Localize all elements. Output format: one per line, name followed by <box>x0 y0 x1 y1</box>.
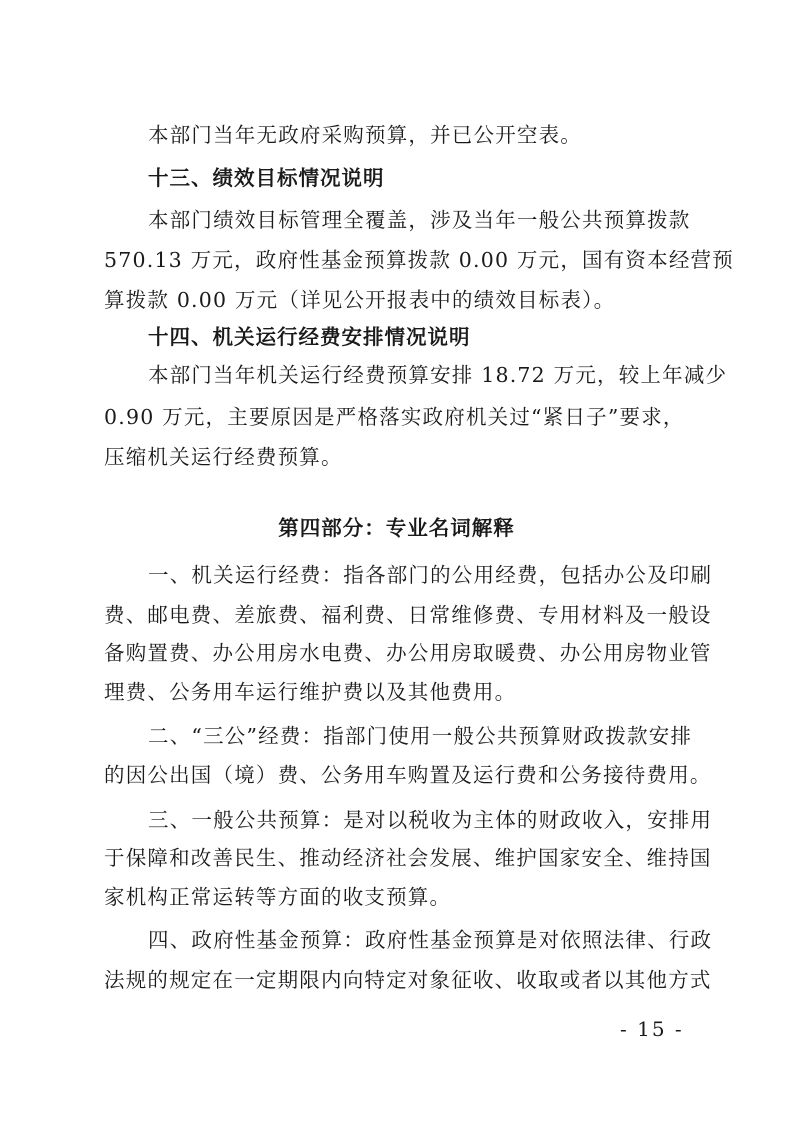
paragraph-operating-line-1: 本部门当年机关运行经费预算安排 18.72 万元，较上年减少 <box>148 363 728 387</box>
paragraph-performance-line-3: 算拨款 0.00 万元（详见公开报表中的绩效目标表）。 <box>104 288 616 312</box>
definition-4-line-2: 法规的规定在一定期限内向特定对象征收、收取或者以其他方式 <box>104 968 712 992</box>
definition-2-line-1: 二、“三公”经费：指部门使用一般公共预算财政拨款安排 <box>148 724 693 748</box>
paragraph-operating-line-3: 压缩机关运行经费预算。 <box>104 445 343 469</box>
definition-3-line-2: 于保障和改善民生、推动经济社会发展、维护国家安全、维持国 <box>104 846 712 870</box>
definition-1-line-1: 一、机关运行经费：指各部门的公用经费，包括办公及印刷 <box>148 563 713 587</box>
definition-3-line-3: 家机构正常运转等方面的收支预算。 <box>104 885 452 909</box>
definition-2-line-2: 的因公出国（境）费、公务用车购置及运行费和公务接待费用。 <box>104 763 712 787</box>
definition-1-line-3: 备购置费、办公用房水电费、办公用房取暖费、办公用房物业管 <box>104 641 712 665</box>
definition-4-line-1: 四、政府性基金预算：政府性基金预算是对依照法律、行政 <box>148 928 713 952</box>
heading-performance-targets: 十三、绩效目标情况说明 <box>148 166 385 190</box>
section-title: 第四部分：专业名词解释 <box>278 516 515 540</box>
heading-operating-expenses: 十四、机关运行经费安排情况说明 <box>148 325 471 349</box>
definition-1-line-4: 理费、公务用车运行维护费以及其他费用。 <box>104 680 517 704</box>
paragraph-performance-line-2: 570.13 万元，政府性基金预算拨款 0.00 万元，国有资本经营预 <box>104 248 734 272</box>
paragraph-operating-line-2: 0.90 万元，主要原因是严格落实政府机关过“紧日子”要求， <box>104 405 685 429</box>
definition-1-line-2: 费、邮电费、差旅费、福利费、日常维修费、专用材料及一般设 <box>104 603 712 627</box>
paragraph-performance-line-1: 本部门绩效目标管理全覆盖，涉及当年一般公共预算拨款 <box>148 208 691 232</box>
definition-3-line-1: 三、一般公共预算：是对以税收为主体的财政收入，安排用 <box>148 808 713 832</box>
paragraph-procurement-line-1: 本部门当年无政府采购预算，并已公开空表。 <box>148 123 582 147</box>
page-number: - 15 - <box>620 1017 684 1041</box>
